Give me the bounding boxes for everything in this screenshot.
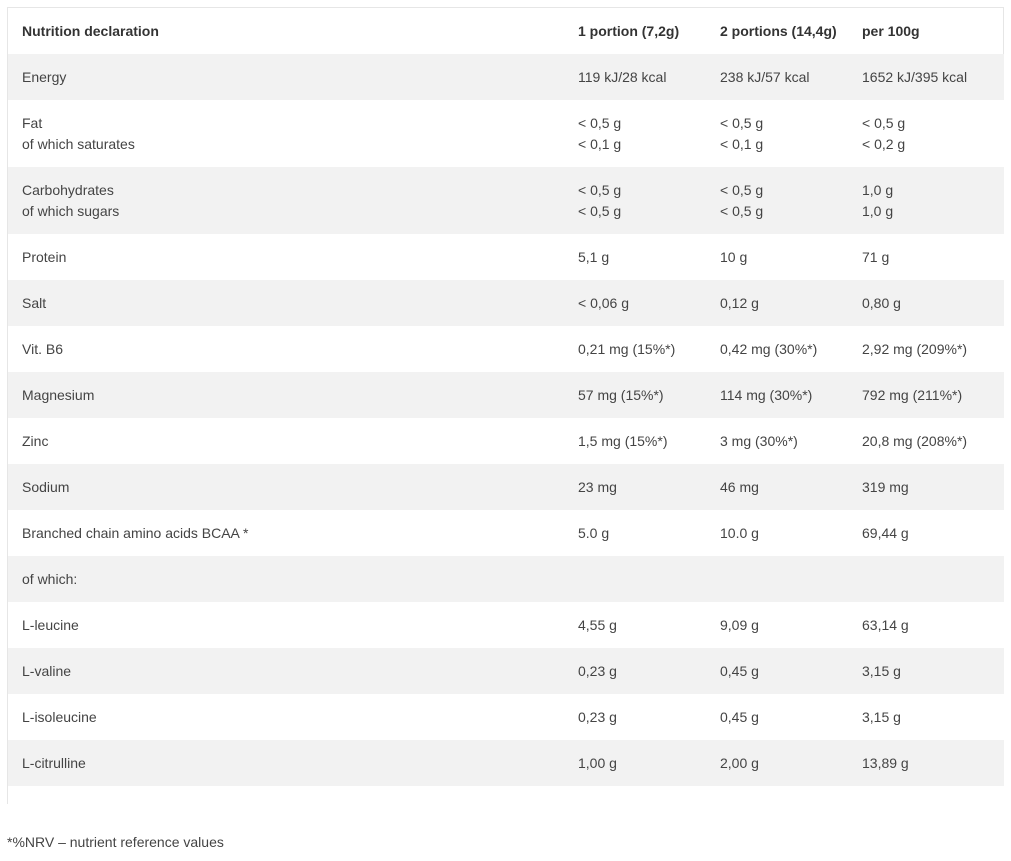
two-portions-cell [706, 100, 848, 167]
cell-text: 2,92 mg (209%*) [862, 340, 968, 357]
cell-text: 319 mg [862, 478, 909, 495]
table-row [8, 648, 1004, 694]
cell-text: 0,23 g [578, 708, 617, 725]
nutrition-table-container [7, 7, 1004, 804]
table-row [8, 464, 1004, 510]
cell-text: 3 mg (30%*) [720, 432, 798, 449]
cell-text: 5.0 g [578, 524, 610, 541]
per-100g-cell [848, 167, 1004, 234]
cell-text: 0,42 mg (30%*) [720, 340, 818, 357]
two-portions-cell [706, 167, 848, 234]
two-portions-cell [706, 372, 848, 418]
two-portions-cell [706, 602, 848, 648]
cell-text: 1,00 g [578, 754, 617, 771]
one-portion-cell [564, 740, 706, 786]
cell-text: 13,89 g [862, 754, 909, 771]
nutrition-table [8, 8, 1004, 832]
cell-text: Zinc [22, 432, 49, 449]
cell-text: 3,15 g [862, 662, 901, 679]
per-100g-cell [848, 694, 1004, 740]
cell-text: Fat [22, 115, 43, 131]
one-portion-cell [564, 786, 706, 832]
one-portion-cell [564, 54, 706, 100]
per-100g-cell [848, 280, 1004, 326]
nutrient-name-cell [8, 234, 564, 280]
per-100g-cell [848, 556, 1004, 602]
cell-text: < 0,5 g [578, 202, 622, 219]
cell-text: 1,0 g [862, 182, 894, 198]
per-100g-cell [848, 510, 1004, 556]
cell-text: 0,23 g [578, 662, 617, 679]
table-row [8, 556, 1004, 602]
cell-text: < 0,1 g [578, 135, 622, 152]
cell-text: 238 kJ/57 kcal [720, 68, 810, 85]
table-body [8, 54, 1004, 832]
cell-text: 71 g [862, 248, 890, 265]
nutrient-name-cell [8, 54, 564, 100]
cell-text: Protein [22, 248, 67, 265]
cell-text: of which: [22, 570, 78, 587]
one-portion-cell [564, 556, 706, 602]
per-100g-cell [848, 602, 1004, 648]
cell-text: of which sugars [22, 202, 120, 219]
per-100g-cell [848, 648, 1004, 694]
table-row [8, 280, 1004, 326]
header-row [8, 8, 1004, 54]
header-nutrition-declaration: Nutrition declaration [22, 22, 159, 39]
cell-text: 0,12 g [720, 294, 759, 311]
nutrient-name-cell [8, 556, 564, 602]
two-portions-cell [706, 786, 848, 832]
cell-text: Carbohydrates [22, 182, 114, 198]
cell-text: Salt [22, 294, 47, 311]
table-row [8, 167, 1004, 234]
table-row [8, 740, 1004, 786]
cell-text: 5,1 g [578, 248, 610, 265]
one-portion-cell [564, 167, 706, 234]
cell-text: 0,45 g [720, 662, 759, 679]
cell-text: 0,21 mg (15%*) [578, 340, 676, 357]
cell-text: < 0,06 g [578, 294, 629, 311]
nutrient-name-cell [8, 464, 564, 510]
one-portion-cell [564, 694, 706, 740]
cell-text: 4,55 g [578, 616, 617, 633]
cell-text: < 0,5 g [862, 115, 906, 131]
header-per-100g: per 100g [862, 22, 920, 39]
cell-text: 3,15 g [862, 708, 901, 725]
cell-text: < 0,1 g [720, 135, 764, 152]
per-100g-cell [848, 786, 1004, 832]
one-portion-cell [564, 372, 706, 418]
cell-text: 9,09 g [720, 616, 759, 633]
cell-text: 63,14 g [862, 616, 909, 633]
two-portions-cell [706, 740, 848, 786]
table-row [8, 100, 1004, 167]
per-100g-cell [848, 372, 1004, 418]
one-portion-cell [564, 418, 706, 464]
per-100g-cell [848, 418, 1004, 464]
per-100g-cell [848, 464, 1004, 510]
cell-text: 69,44 g [862, 524, 909, 541]
per-100g-cell [848, 54, 1004, 100]
per-100g-cell [848, 100, 1004, 167]
cell-text: 0,45 g [720, 708, 759, 725]
one-portion-cell [564, 326, 706, 372]
one-portion-cell [564, 280, 706, 326]
cell-text: < 0,5 g [720, 115, 764, 131]
nutrient-name-cell [8, 786, 564, 832]
two-portions-cell [706, 648, 848, 694]
two-portions-cell [706, 280, 848, 326]
header-two-portions: 2 portions (14,4g) [720, 22, 837, 39]
nutrient-name-cell [8, 740, 564, 786]
two-portions-cell [706, 418, 848, 464]
one-portion-cell [564, 464, 706, 510]
table-row [8, 602, 1004, 648]
cell-text: < 0,5 g [720, 202, 764, 219]
cell-text: 114 mg (30%*) [720, 386, 813, 403]
table-row [8, 510, 1004, 556]
table-row [8, 694, 1004, 740]
cell-text: < 0,5 g [720, 182, 764, 198]
per-100g-cell [848, 326, 1004, 372]
two-portions-cell [706, 464, 848, 510]
cell-text: 57 mg (15%*) [578, 386, 664, 403]
nutrient-name-cell [8, 326, 564, 372]
one-portion-cell [564, 602, 706, 648]
table-row [8, 234, 1004, 280]
cell-text: 1652 kJ/395 kcal [862, 68, 968, 85]
one-portion-cell [564, 234, 706, 280]
two-portions-cell [706, 556, 848, 602]
table-row [8, 372, 1004, 418]
two-portions-cell [706, 234, 848, 280]
cell-text: L-valine [22, 662, 72, 679]
cell-text: 10.0 g [720, 524, 759, 541]
cell-text: 119 kJ/28 kcal [578, 68, 667, 85]
cell-text: 20,8 mg (208%*) [862, 432, 968, 449]
one-portion-cell [564, 510, 706, 556]
cell-text: 23 mg [578, 478, 617, 495]
nutrient-name-cell [8, 100, 564, 167]
cell-text: 1,5 mg (15%*) [578, 432, 668, 449]
nutrient-name-cell [8, 694, 564, 740]
cell-text: < 0,5 g [578, 182, 622, 198]
nutrient-name-cell [8, 167, 564, 234]
table-row [8, 418, 1004, 464]
cell-text: Energy [22, 68, 67, 85]
cell-text: 46 mg [720, 478, 759, 495]
table-row [8, 54, 1004, 100]
nutrient-name-cell [8, 418, 564, 464]
table-row [8, 786, 1004, 832]
cell-text: Magnesium [22, 386, 95, 403]
one-portion-cell [564, 100, 706, 167]
per-100g-cell [848, 234, 1004, 280]
cell-text: L-leucine [22, 616, 79, 633]
table-row [8, 326, 1004, 372]
cell-text: Sodium [22, 478, 70, 495]
cell-text: Branched chain amino acids BCAA * [22, 524, 249, 541]
cell-text: < 0,2 g [862, 135, 906, 152]
header-one-portion: 1 portion (7,2g) [578, 22, 680, 39]
nutrient-name-cell [8, 648, 564, 694]
one-portion-cell [564, 648, 706, 694]
cell-text: of which saturates [22, 135, 135, 152]
nutrient-name-cell [8, 510, 564, 556]
cell-text: 2,00 g [720, 754, 759, 771]
cell-text: L-isoleucine [22, 708, 97, 725]
cell-text: L-citrulline [22, 754, 86, 771]
cell-text: 10 g [720, 248, 748, 265]
per-100g-cell [848, 740, 1004, 786]
nrv-footnote: *%NRV – nutrient reference values [7, 834, 224, 850]
cell-text: 0,80 g [862, 294, 901, 311]
cell-text: 792 mg (211%*) [862, 386, 963, 403]
two-portions-cell [706, 510, 848, 556]
cell-text: 1,0 g [862, 202, 894, 219]
nutrient-name-cell [8, 372, 564, 418]
nutrient-name-cell [8, 602, 564, 648]
two-portions-cell [706, 694, 848, 740]
two-portions-cell [706, 326, 848, 372]
table-header [8, 8, 1004, 54]
cell-text: Vit. B6 [22, 340, 63, 357]
two-portions-cell [706, 54, 848, 100]
nutrient-name-cell [8, 280, 564, 326]
cell-text: < 0,5 g [578, 115, 622, 131]
